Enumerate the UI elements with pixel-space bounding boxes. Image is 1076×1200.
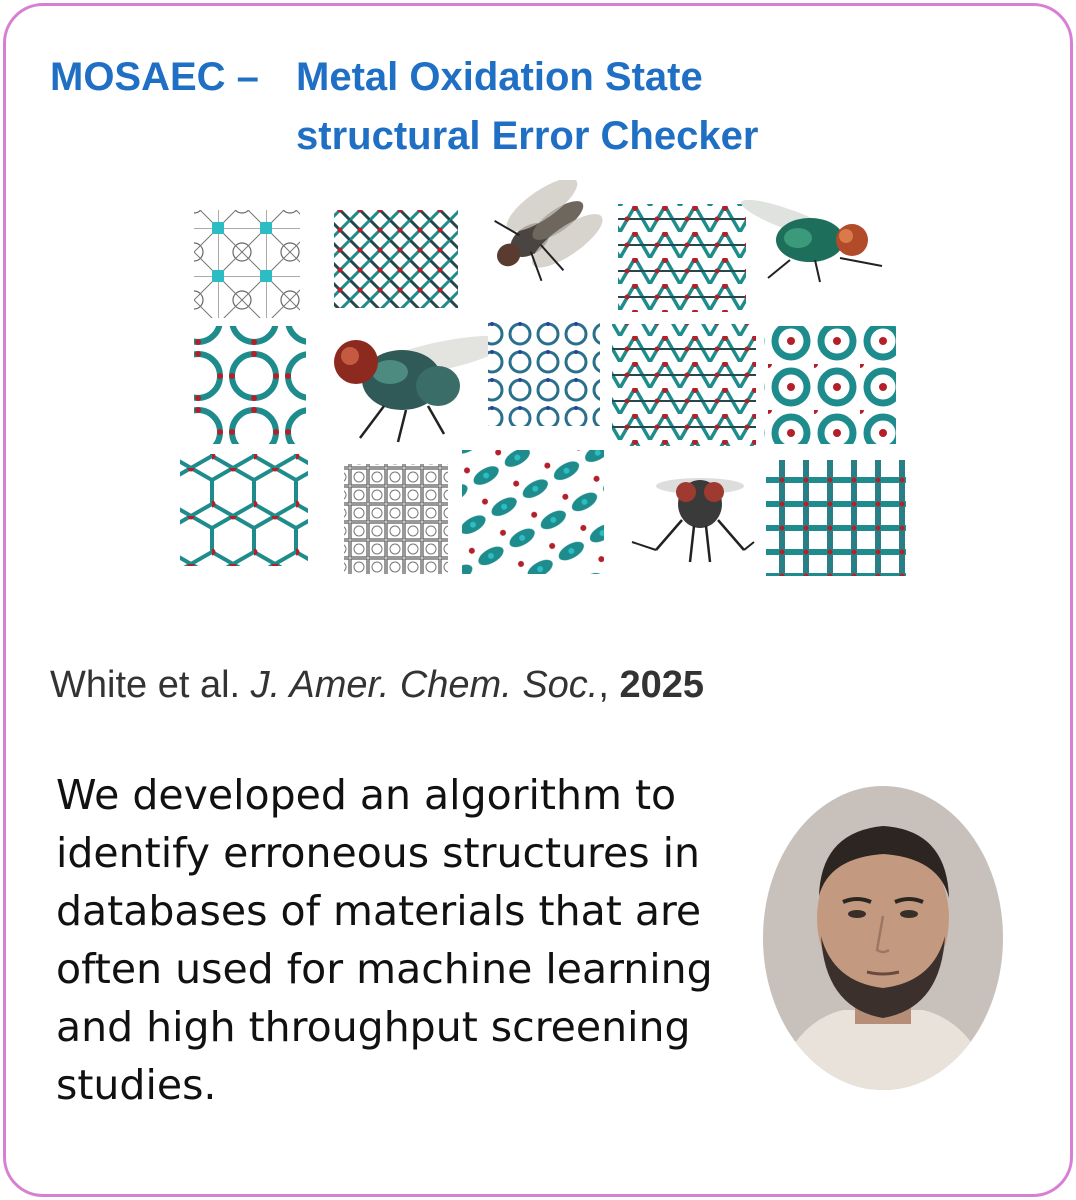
- description-text: We developed an algorithm to identify erroneous structures in databases of materials that are often used for machine learning and high throughput screening studies.: [56, 771, 713, 1109]
- citation-authors: White et al.: [50, 664, 241, 706]
- framework-tile: [194, 326, 306, 444]
- citation: [50, 664, 704, 707]
- framework-tile: [764, 326, 896, 444]
- framework-tile: [488, 322, 600, 426]
- housefly-image: [478, 180, 614, 298]
- framework-tile: [180, 454, 308, 566]
- author-photo: [763, 786, 1003, 1090]
- framework-tile: [462, 450, 604, 574]
- framework-tile: [612, 324, 756, 446]
- title-line-1: Metal Oxidation State: [296, 55, 703, 99]
- fly-front-view-image: [632, 478, 754, 562]
- framework-tile: [618, 204, 746, 312]
- citation-year: 2025: [619, 664, 705, 706]
- framework-tile: [344, 464, 448, 574]
- structure-collage: [170, 180, 920, 590]
- citation-journal: J. Amer. Chem. Soc.: [250, 664, 599, 706]
- framework-tile: [334, 210, 458, 308]
- framework-tile: [194, 210, 300, 318]
- blowfly-image: [334, 328, 511, 442]
- greenbottle-fly-image: [738, 193, 882, 282]
- title-acronym: MOSAEC –: [50, 55, 259, 99]
- citation-separator: ,: [598, 664, 609, 706]
- framework-tile: [766, 460, 906, 576]
- title-line-2: structural Error Checker: [296, 114, 759, 158]
